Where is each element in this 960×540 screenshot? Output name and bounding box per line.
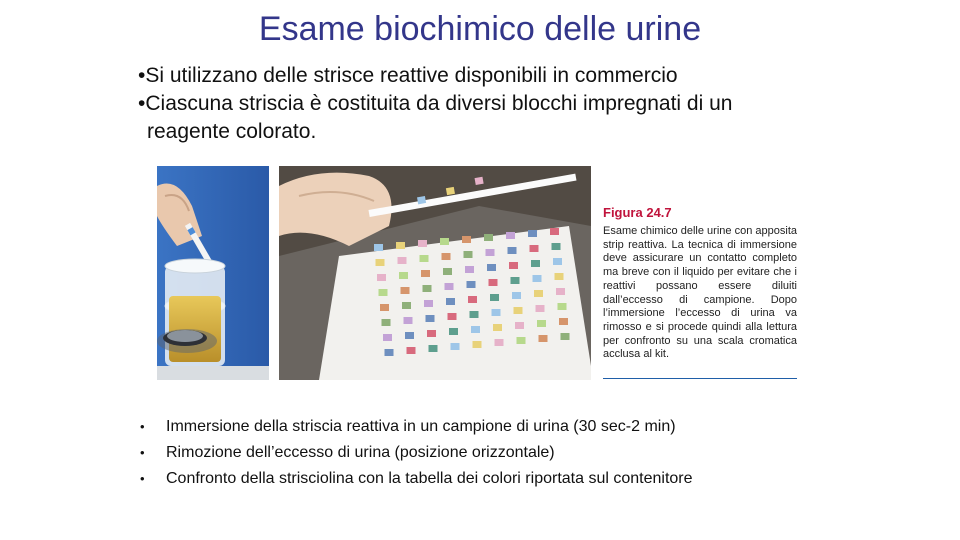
intro-bullet [138, 90, 858, 146]
color-swatch [528, 230, 537, 237]
color-swatch [487, 264, 496, 271]
color-swatch [533, 275, 542, 282]
color-swatch [534, 290, 543, 297]
color-swatch [418, 240, 427, 247]
color-swatch [404, 317, 413, 324]
color-swatch [506, 232, 515, 239]
bullet-marker: • [140, 445, 145, 460]
color-swatch [424, 300, 433, 307]
caption-divider [603, 378, 797, 379]
step-text: Rimozione dell’eccesso di urina (posizione orizzontale) [166, 444, 555, 461]
color-swatch [443, 268, 452, 275]
color-swatch [467, 281, 476, 288]
step-item [138, 414, 858, 440]
color-swatch [558, 303, 567, 310]
color-swatch [561, 333, 570, 340]
color-swatch [495, 339, 504, 346]
color-swatch [512, 292, 521, 299]
test-strip-color-chart-photo [279, 166, 591, 380]
color-swatch [377, 274, 386, 281]
color-swatch [470, 311, 479, 318]
bullet-text-continuation: reagente colorato. [147, 120, 317, 143]
color-swatch [517, 337, 526, 344]
color-swatch [407, 347, 416, 354]
bullet-text: Ciascuna striscia è costituita da diversi blocchi impregnati di un [145, 92, 733, 115]
urine-container-illustration [157, 166, 269, 380]
color-swatch [449, 328, 458, 335]
color-swatch [380, 304, 389, 311]
bullet-marker: • [138, 92, 146, 115]
color-swatch [421, 270, 430, 277]
color-swatch [429, 345, 438, 352]
color-swatch [398, 257, 407, 264]
color-swatch [530, 245, 539, 252]
figure-caption-text: Esame chimico delle urine con apposita strip reattiva. La tecnica di immersione deve assicurare un contatto completo ma breve con il liquido per evitare che i reattivi possano essere diluiti dall’eccesso di campione. Dopo l’immersione l’eccesso di urina va rimosso e si procede quindi alla lettura per confronto su una scala cromatica acclusa al kit. [603, 225, 797, 361]
color-swatch [426, 315, 435, 322]
urine-container-photo [157, 166, 269, 380]
slide-title: Esame biochimico delle urine [258, 10, 702, 48]
color-swatch [553, 258, 562, 265]
color-swatch [448, 313, 457, 320]
step-item [138, 440, 858, 466]
color-swatch [486, 249, 495, 256]
color-swatch [537, 320, 546, 327]
color-swatch [446, 298, 455, 305]
color-swatch [559, 318, 568, 325]
bullet-marker: • [140, 471, 145, 486]
color-swatch [427, 330, 436, 337]
color-swatch [420, 255, 429, 262]
color-swatch [552, 243, 561, 250]
color-swatch [382, 319, 391, 326]
color-swatch [508, 247, 517, 254]
figure-caption [603, 205, 797, 362]
color-swatch [399, 272, 408, 279]
procedure-steps [138, 414, 858, 492]
color-swatch [374, 244, 383, 251]
intro-bullet-list [138, 62, 858, 146]
color-swatch [405, 332, 414, 339]
color-swatch [490, 294, 499, 301]
color-swatch [514, 307, 523, 314]
color-swatch [401, 287, 410, 294]
step-item [138, 466, 858, 492]
color-swatch [440, 238, 449, 245]
color-swatch [402, 302, 411, 309]
color-swatch [511, 277, 520, 284]
figure-label: Figura 24.7 [603, 205, 672, 220]
color-swatch [376, 259, 385, 266]
color-swatch [383, 334, 392, 341]
color-swatch [473, 341, 482, 348]
bullet-marker: • [138, 64, 146, 87]
color-swatch [468, 296, 477, 303]
color-swatch [396, 242, 405, 249]
color-swatch [379, 289, 388, 296]
color-swatch [492, 309, 501, 316]
color-swatch [464, 251, 473, 258]
color-swatch [442, 253, 451, 260]
bullet-text: Si utilizzano delle strisce reattive disponibili in commercio [145, 64, 678, 87]
color-swatch [531, 260, 540, 267]
color-swatch [385, 349, 394, 356]
color-swatch [489, 279, 498, 286]
color-chart-illustration [279, 166, 591, 380]
bullet-marker: • [140, 419, 145, 434]
color-swatch [556, 288, 565, 295]
color-swatch [451, 343, 460, 350]
color-swatch [484, 234, 493, 241]
color-swatch [555, 273, 564, 280]
color-swatch [465, 266, 474, 273]
color-swatch [445, 283, 454, 290]
step-text: Confronto della strisciolina con la tabella dei colori riportata sul contenitore [166, 470, 693, 487]
step-text: Immersione della striscia reattiva in un campione di urina (30 sec-2 min) [166, 418, 676, 435]
color-swatch [462, 236, 471, 243]
color-swatch [515, 322, 524, 329]
color-swatch [509, 262, 518, 269]
color-swatch [423, 285, 432, 292]
color-swatch [539, 335, 548, 342]
color-swatch [536, 305, 545, 312]
color-swatch [550, 228, 559, 235]
intro-bullet [138, 62, 858, 90]
color-swatch [493, 324, 502, 331]
color-swatch [471, 326, 480, 333]
